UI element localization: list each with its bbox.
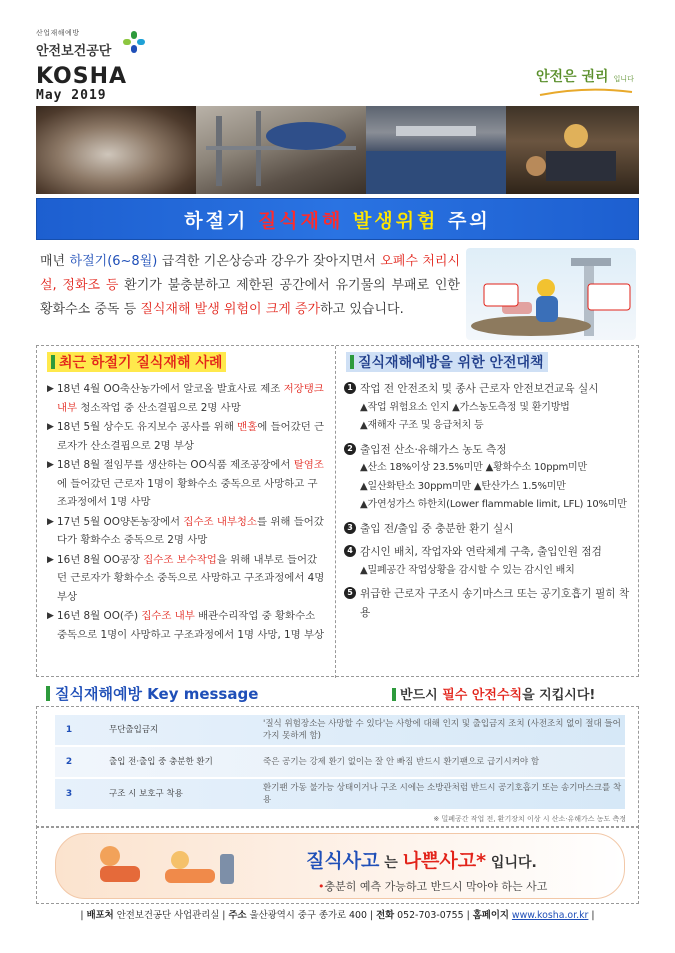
- measure-item: [344, 441, 630, 515]
- case-text-end: 에 들어갔던 근로자 1명이 황화수소 중독으로 사망하고 구조과정에서 1명 사망: [57, 477, 318, 508]
- measure-detail: ▲재해자 구조 및 응급처치 등: [360, 420, 484, 431]
- measure-item: [344, 585, 630, 622]
- intro-illustration: [466, 248, 636, 340]
- bottom-main-message: [306, 846, 537, 873]
- case-text: 18년 5월 상수도 유지보수 공사를 위해: [57, 421, 238, 433]
- cases-title-text: 최근 하절기 질식재해 사례: [59, 355, 223, 371]
- content-box: [36, 345, 639, 677]
- measure-item: [344, 380, 630, 436]
- logo-tagline: 산업재해예방: [36, 29, 80, 37]
- case-text-end: 배관수리작업 중 황화수소 중독으로 1명이 사망하고 구조과정에서 1명 사망, 1명 부상: [57, 610, 325, 641]
- intro-s3: 급격한 기온상승과 강우가 잦아지면서: [157, 254, 381, 269]
- arrow-icon: ▶: [47, 384, 54, 394]
- case-text-end: 를 위해 들어갔다가 황화수소 중독으로 2명 사망: [57, 515, 324, 546]
- logo-org-name: 안전보건공단: [36, 44, 112, 59]
- measure-heading-text: 감시인 배치, 작업자와 연락체계 구축, 출입인원 점검: [360, 546, 602, 558]
- case-text-end: 을 위해 내부로 들어갔던 근로자가 황화수소 중독으로 사망하고 구조과정에서 4명 부상: [57, 553, 325, 603]
- arrow-icon: ▶: [47, 422, 54, 432]
- footer-label-distributor: 배포처: [86, 910, 114, 921]
- bottom-sub-text: 충분히 예측 가능하고 반드시 막아야 하는 사고: [324, 880, 548, 893]
- measure-item: [344, 543, 630, 580]
- bottom-m4: *: [476, 850, 487, 872]
- banner-part-2: 질식재해: [257, 209, 344, 232]
- intro-s4: 오폐수 처리시설, 정화조 등: [40, 254, 460, 293]
- bottom-m5: 입니다.: [486, 855, 537, 871]
- key-row-name: 출입 전·출입 중 충분한 환기: [109, 756, 213, 767]
- key-row-number: 2: [65, 757, 73, 767]
- measure-number-badge: 3: [344, 522, 356, 534]
- footer-distributor: 안전보건공단 사업관리실: [113, 910, 223, 921]
- case-text: 17년 5월 OO양돈농장에서: [57, 515, 184, 528]
- photo-facility: [196, 106, 366, 194]
- case-highlight: 집수조 보수작업: [143, 553, 217, 566]
- case-highlight: 집수조 내부: [141, 610, 195, 622]
- key-row-number: 3: [65, 789, 73, 799]
- banner-part-4: 주의: [438, 209, 491, 232]
- key-message-row: [55, 715, 625, 745]
- measure-heading-text: 위급한 근로자 구조시 송기마스크 또는 공기호흡기 필히 착용: [360, 588, 630, 619]
- measure-detail: ▲가연성가스 하한치(Lower flammable limit, LFL) 10%미만: [360, 499, 627, 510]
- bottom-m2: 는: [379, 855, 403, 871]
- must-post: 을 지킵시다!: [522, 688, 596, 703]
- case-item: [47, 418, 327, 455]
- measure-heading: [344, 520, 630, 539]
- must-follow-heading: [392, 684, 595, 703]
- banner-part-1: 하절기: [184, 209, 258, 232]
- title-banner: [36, 198, 639, 240]
- footer-label-address: 주소: [228, 910, 247, 921]
- bottom-banner: [36, 826, 639, 904]
- bottom-banner-pill: [55, 833, 625, 899]
- footer-label-homepage: 홈페이지: [472, 910, 509, 921]
- kosha-cross-icon: [122, 30, 146, 54]
- case-highlight: 저장탱크 내부: [57, 383, 324, 414]
- cases-title: [47, 352, 226, 372]
- measure-heading: [344, 380, 630, 399]
- bottom-sub-message: •충분히 예측 가능하고 반드시 막아야 하는 사고: [318, 880, 548, 893]
- kosha-logo: [36, 28, 111, 59]
- photo-strip: [36, 106, 639, 194]
- key-row-name: 무단출입금지: [109, 724, 159, 735]
- key-row-description: '질식 위험장소는 사망할 수 있다'는 사항에 대해 인지 및 출입금지 조치 (사전조치 없이 절대 들어가지 못하게 함): [263, 719, 621, 741]
- measure-number-badge: 5: [344, 587, 356, 599]
- case-highlight: 맨홀: [237, 421, 258, 433]
- arrow-icon: ▶: [47, 611, 54, 621]
- homepage-link[interactable]: www.kosha.or.kr: [511, 910, 589, 921]
- cases-column: [37, 346, 336, 678]
- cases-list: [47, 380, 327, 644]
- case-item: [47, 456, 327, 512]
- case-text-end: 청소작업 중 산소결핍으로 2명 사망: [77, 401, 241, 414]
- intro-s6: 질식재해 발생 위험이 크게 증가: [140, 302, 321, 317]
- key-message-title: [46, 683, 258, 704]
- measure-detail: ▲일산화탄소 30ppm미만 ▲탄산가스 1.5%미만: [360, 480, 566, 492]
- key-row-name: 구조 시 보호구 착용: [109, 788, 183, 799]
- must-pre: 반드시: [400, 688, 443, 703]
- measures-column: [336, 346, 638, 678]
- case-highlight: 탈염조: [293, 459, 324, 471]
- case-text: 18년 8월 절임무를 생산하는 OO식품 제조공장에서: [57, 459, 294, 471]
- must-highlight: 필수 안전수칙: [442, 688, 523, 703]
- footer: | 배포처 안전보건공단 사업관리실 | 주소 울산광역시 중구 종가로 400 | 전화 052-703-0755 | 홈페이지 www.kosha.or.kr |: [80, 910, 595, 921]
- measure-detail: ▲산소 18%이상 23.5%미만 ▲황화수소 10ppm미만: [360, 462, 587, 473]
- photo-tank-interior: [36, 106, 196, 194]
- slogan-main: 안전은 권리: [536, 69, 609, 85]
- case-text: 16년 8월 OO공장: [57, 553, 144, 566]
- footer-phone: 052-703-0755: [394, 910, 467, 921]
- slogan-small: 입니다: [613, 75, 634, 83]
- arrow-icon: ▶: [47, 516, 54, 527]
- banner-part-3: 발생위험: [343, 209, 439, 232]
- measure-number-badge: 1: [344, 382, 356, 394]
- key-message-row: [55, 747, 625, 777]
- measure-detail: ▲밀폐공간 작업상황을 감시할 수 있는 감시인 배치: [360, 564, 575, 576]
- measure-detail: ▲작업 위험요소 인지 ▲가스농도측정 및 환기방법: [360, 401, 570, 413]
- measure-heading: [344, 543, 630, 562]
- arrow-icon: ▶: [47, 460, 54, 470]
- case-highlight: 집수조 내부청소: [183, 515, 257, 528]
- measure-heading-text: 출입전 산소·유해가스 농도 측정: [360, 443, 507, 456]
- intro-s5: 환기가 불충분하고 제한된 공간에서 유기물의 부패로 인한 황화수소 중독 등: [40, 278, 460, 317]
- header: [0, 0, 675, 105]
- bottom-m1: 질식사고: [306, 850, 380, 872]
- case-text-end: 에 들어갔던 근로자가 산소결핍으로 2명 부상: [57, 421, 325, 452]
- case-text: 16년 8월 OO(주): [57, 610, 142, 622]
- banner-title: [184, 206, 490, 233]
- bottom-m3: 나쁜사고: [402, 850, 477, 872]
- case-item: [47, 513, 327, 550]
- photo-rescue: [506, 106, 639, 194]
- measure-heading: [344, 585, 630, 622]
- case-item: [47, 380, 327, 417]
- slogan-swoosh-icon: [536, 86, 636, 98]
- key-row-description: 환기팬 가동 불가능 상태이거나 구조 시에는 소방관처럼 반드시 공기호흡기 또는 송기마스크를 착용: [263, 783, 622, 805]
- case-text: 18년 4월 OO축산농가에서 알코올 발효사료 제조: [57, 383, 284, 395]
- measure-number-badge: 2: [344, 443, 356, 455]
- intro-s1: 매년: [40, 254, 70, 269]
- measures-list: [344, 380, 630, 622]
- key-title-text: 질식재해예방 Key message: [55, 685, 259, 703]
- measure-number-badge: 4: [344, 545, 356, 557]
- key-note: ※ 밀폐공간 작업 전, 환기장치 이상 시 산소·유해가스 농도 측정: [433, 815, 626, 823]
- measure-heading: [344, 441, 630, 460]
- case-item: [47, 551, 327, 607]
- key-row-description: 죽은 공기는 강제 환기 없이는 잘 안 빠짐 반드시 환기팬으로 급기시켜야 함: [263, 757, 540, 767]
- logo-kosha-text: KOSHA: [36, 64, 128, 89]
- footer-address: 울산광역시 중구 종가로 400: [246, 910, 370, 921]
- intro-s7: 하고 있습니다.: [320, 302, 404, 317]
- measures-title: [346, 352, 548, 372]
- key-message-row: [55, 779, 625, 809]
- measure-heading-text: 출입 전/출입 중 충분한 환기 실시: [360, 522, 514, 535]
- measures-title-text: 질식재해예방을 위한 안전대책: [358, 355, 544, 371]
- rescue-illustration-icon: [70, 836, 270, 898]
- intro-paragraph: [40, 250, 460, 322]
- key-message-box: [36, 706, 639, 828]
- measure-item: [344, 520, 630, 539]
- measure-heading-text: 작업 전 안전조치 및 종사 근로자 안전보건교육 실시: [360, 383, 599, 395]
- footer-label-phone: 전화: [376, 910, 395, 921]
- intro-s2: 하절기(6~8월): [69, 254, 158, 269]
- arrow-icon: ▶: [47, 554, 54, 565]
- case-item: [47, 607, 327, 644]
- slogan: [536, 66, 636, 102]
- key-row-number: 1: [65, 725, 73, 735]
- photo-worker: [366, 106, 506, 194]
- issue-date: May 2019: [36, 88, 107, 103]
